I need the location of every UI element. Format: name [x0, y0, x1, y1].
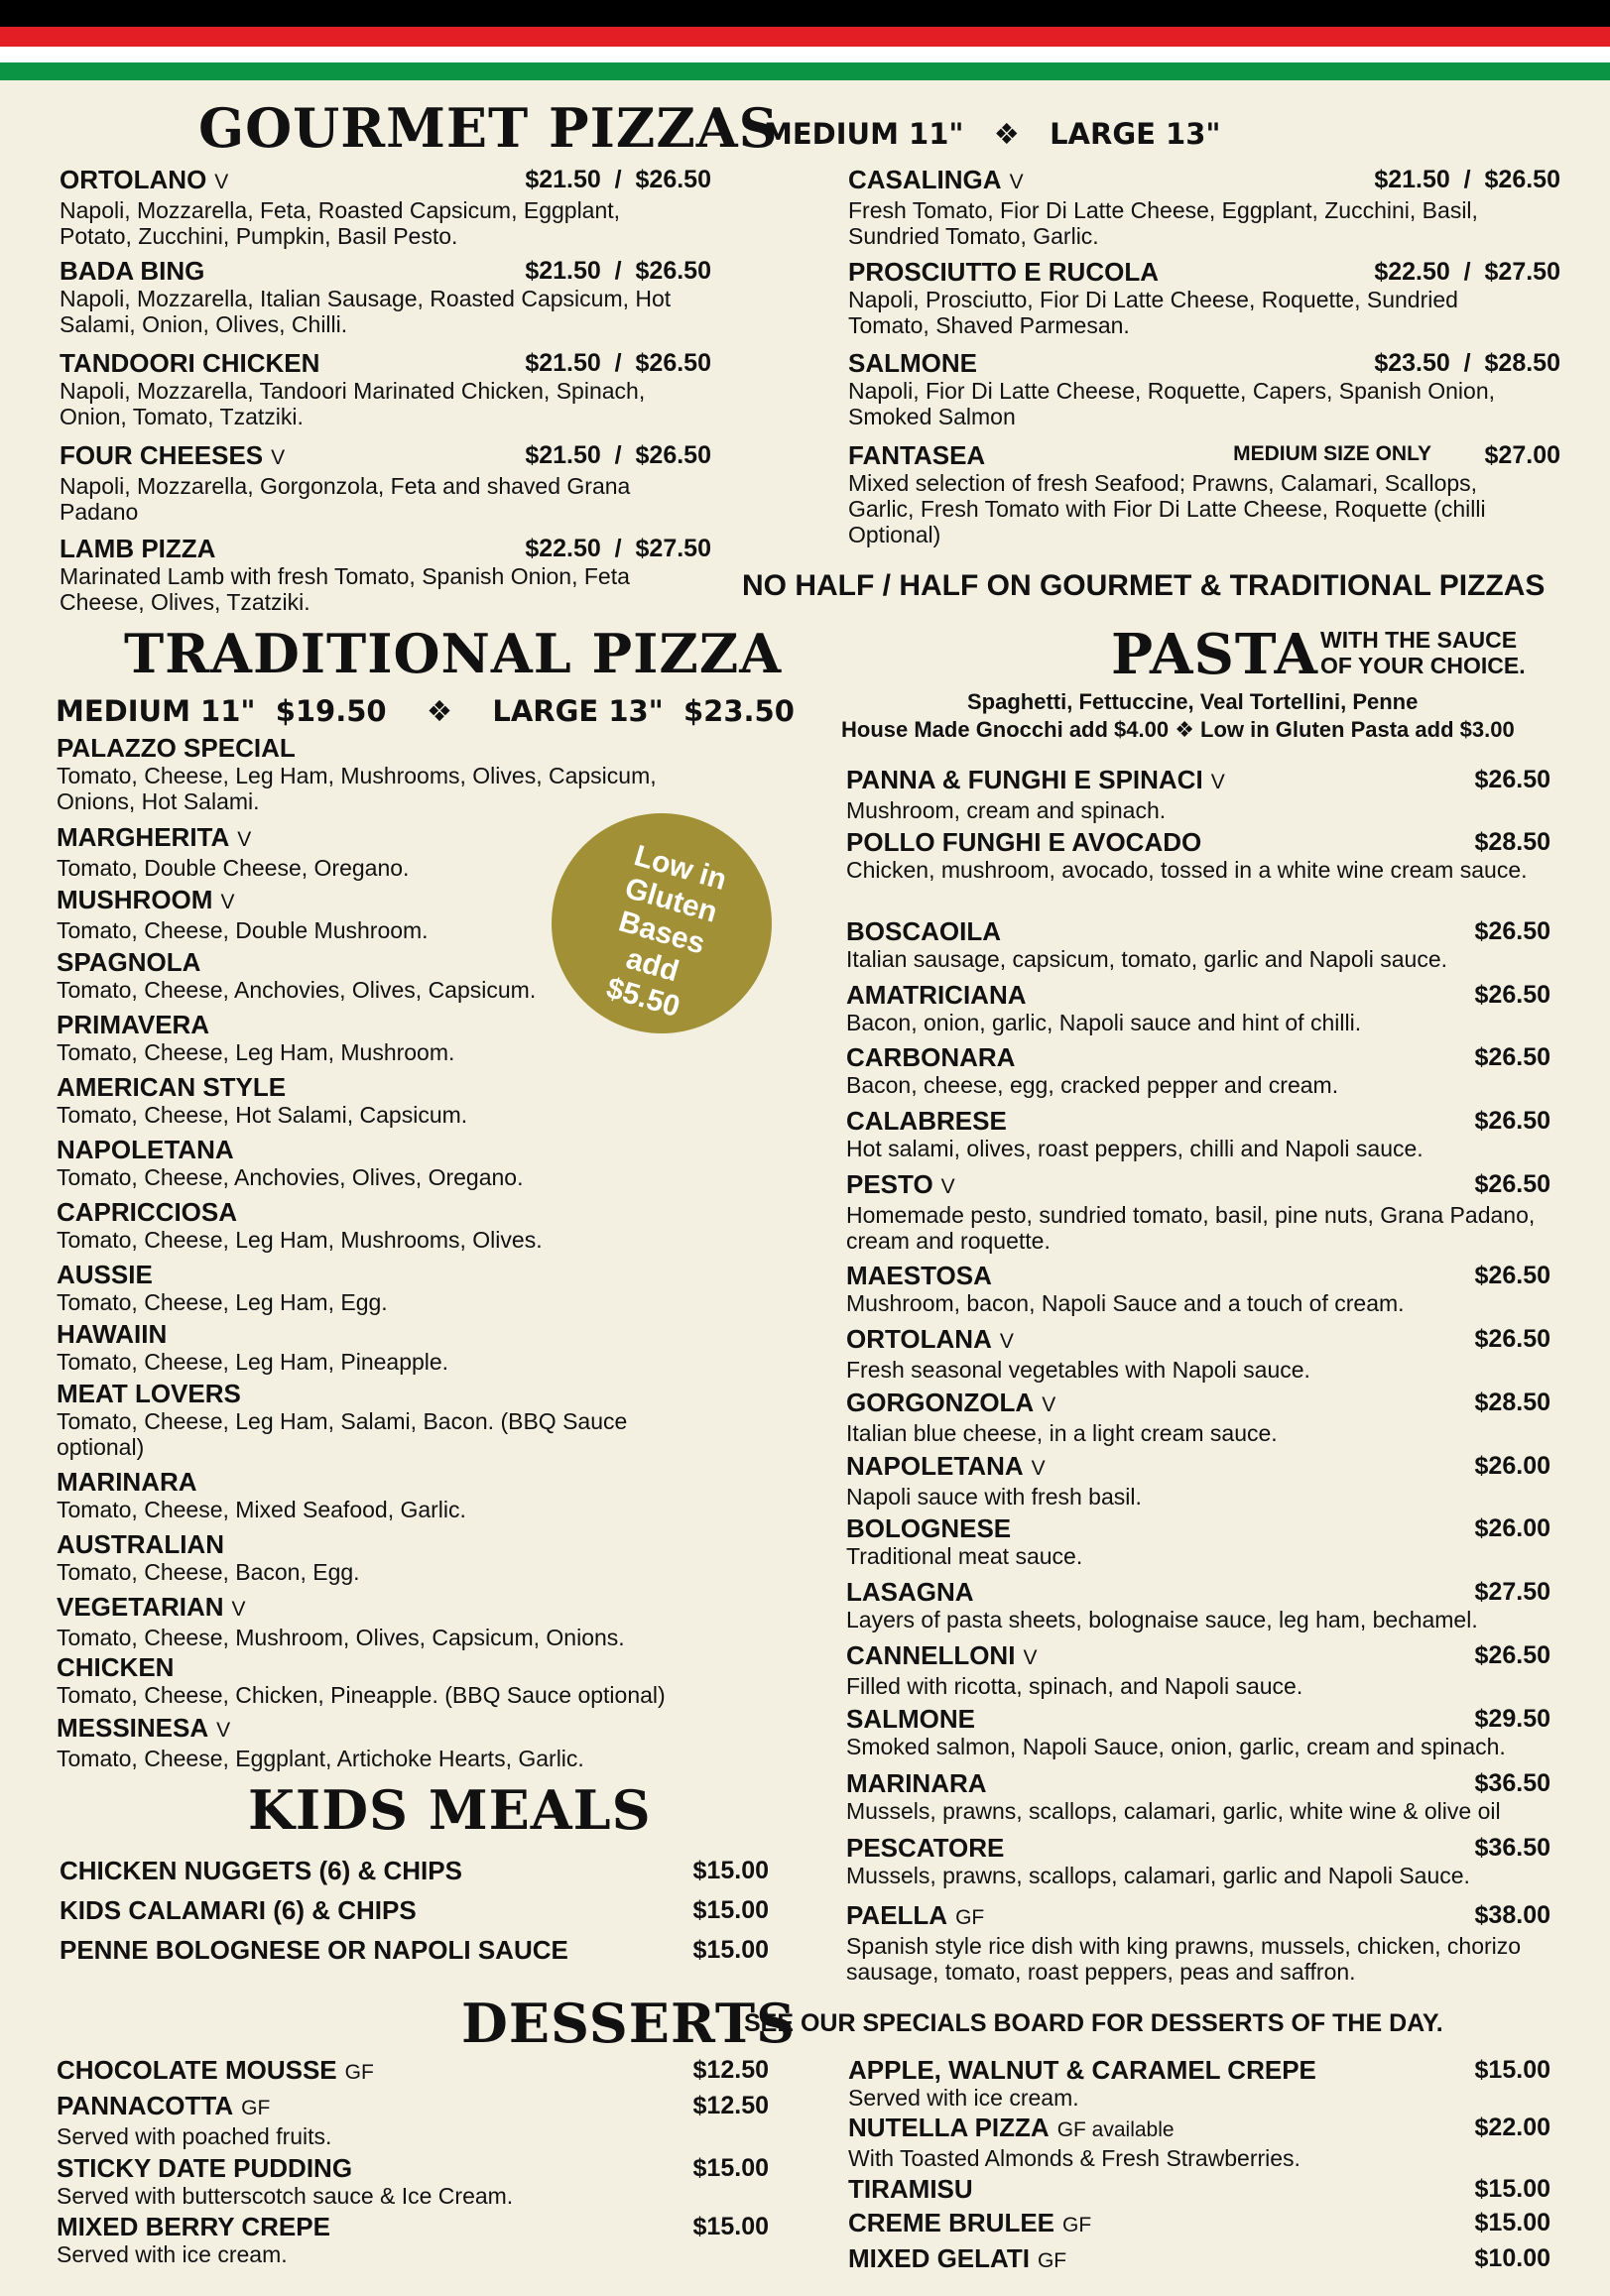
item-price: $22.00 — [1474, 2114, 1550, 2141]
item-name-text: TANDOORI CHICKEN — [60, 348, 320, 378]
item-price: $26.50 — [1474, 1043, 1550, 1071]
desserts-title: DESSERTS — [461, 1992, 797, 2055]
item-name-text: ORTOLANA — [846, 1324, 992, 1354]
menu-item — [57, 1379, 751, 1460]
menu-item — [846, 765, 1550, 823]
no-half-notice: NO HALF / HALF ON GOURMET & TRADITIONAL PIZZAS — [742, 569, 1546, 602]
menu-item — [846, 1451, 1550, 1510]
item-price: $15.00 — [692, 2154, 769, 2182]
item-size-note: MEDIUM SIZE ONLY — [1233, 442, 1431, 465]
item-name — [846, 1704, 1550, 1734]
menu-item — [846, 1768, 1550, 1824]
item-description: Napoli, Mozzarella, Gorgonzola, Feta and shaved Grana Padano — [60, 473, 631, 525]
menu-item — [848, 257, 1560, 338]
item-price: $26.50 — [1474, 981, 1550, 1009]
item-dietary-tag: V — [214, 171, 229, 193]
item-price: $27.50 — [1474, 1578, 1550, 1606]
item-price: $21.50 / $26.50 — [525, 349, 711, 377]
item-name — [57, 1467, 751, 1497]
item-dietary-tag: GF — [1062, 2214, 1092, 2236]
item-description: Mussels, prawns, scallops, calamari, garlic, white wine & olive oil — [846, 1798, 1501, 1824]
menu-item — [848, 2208, 1550, 2240]
item-name-text: CARBONARA — [846, 1042, 1016, 1072]
item-price: $15.00 — [692, 2213, 769, 2240]
top-green-bar — [0, 62, 1610, 80]
top-red-bar — [0, 27, 1610, 47]
item-price: $26.50 — [1474, 1107, 1550, 1135]
item-price: $15.00 — [692, 1936, 769, 1964]
item-price: $26.50 — [1474, 917, 1550, 945]
item-dietary-tag: V — [999, 1330, 1014, 1353]
menu-item — [848, 2113, 1550, 2171]
item-name-text: AMERICAN STYLE — [57, 1072, 287, 1102]
item-name-text: HAWAIIN — [57, 1319, 168, 1349]
item-name — [57, 1592, 751, 1625]
item-price: $15.00 — [1474, 2175, 1550, 2203]
item-price: $27.00 — [1484, 441, 1560, 469]
item-description: Mushroom, bacon, Napoli Sauce and a touch of cream. — [846, 1290, 1405, 1316]
desserts-specials-note: SEE OUR SPECIALS BOARD FOR DESSERTS OF THE DAY. — [744, 2009, 1443, 2037]
item-description: Homemade pesto, sundried tomato, basil, pine nuts, Grana Padano, cream and roquette. — [846, 1202, 1536, 1254]
item-name-text: MIXED GELATI — [848, 2243, 1030, 2273]
traditional-sizes: MEDIUM 11" $19.50 ❖ LARGE 13" $23.50 — [56, 694, 795, 728]
menu-item — [57, 1713, 751, 1771]
item-price: $15.00 — [1474, 2056, 1550, 2084]
item-name — [57, 1260, 751, 1289]
menu-item — [846, 916, 1550, 972]
item-description: Layers of pasta sheets, bolognaise sauce, leg ham, bechamel. — [846, 1607, 1478, 1632]
menu-item — [846, 827, 1550, 883]
item-name — [57, 1197, 751, 1227]
item-dietary-tag: V — [1210, 771, 1225, 793]
item-price: $21.50 / $26.50 — [525, 166, 711, 193]
item-description: With Toasted Almonds & Fresh Strawberries. — [848, 2145, 1300, 2171]
item-price: $26.50 — [1474, 1325, 1550, 1353]
item-name-text: CASALINGA — [848, 165, 1002, 194]
menu-item — [57, 2153, 769, 2209]
item-description: Served with butterscotch sauce & Ice Cream. — [57, 2183, 514, 2209]
menu-item — [57, 1010, 751, 1065]
item-name — [57, 822, 751, 855]
top-white-bar — [0, 47, 1610, 62]
item-dietary-tag: GF — [955, 1906, 985, 1929]
item-name — [846, 1169, 1550, 1202]
item-description: Mushroom, cream and spinach. — [846, 797, 1167, 823]
item-name — [846, 1042, 1550, 1072]
item-name — [60, 1935, 769, 1965]
item-name — [846, 1324, 1550, 1357]
item-description: Tomato, Cheese, Leg Ham, Mushrooms, Olives. — [57, 1227, 543, 1253]
item-name — [57, 1379, 751, 1408]
pasta-options-line-1: Spaghetti, Fettuccine, Veal Tortellini, Penne — [967, 689, 1419, 714]
item-description: Served with ice cream. — [57, 2241, 288, 2267]
item-price: $21.50 / $26.50 — [525, 441, 711, 469]
item-name-text: MARGHERITA — [57, 822, 230, 852]
item-name — [57, 885, 751, 917]
item-name-text: CHOCOLATE MOUSSE — [57, 2055, 337, 2085]
item-description: Tomato, Cheese, Hot Salami, Capsicum. — [57, 1102, 468, 1128]
menu-item — [57, 1592, 751, 1650]
menu-item — [57, 885, 751, 943]
item-name-text: PAELLA — [846, 1900, 948, 1930]
item-name-text: ORTOLANO — [60, 165, 207, 194]
item-dietary-tag: GF — [1037, 2249, 1067, 2272]
menu-item — [57, 733, 751, 814]
traditional-title: TRADITIONAL PIZZA — [124, 622, 783, 685]
item-description: Tomato, Cheese, Mushroom, Olives, Capsicum, Onions. — [57, 1625, 625, 1650]
menu-item — [57, 2212, 769, 2267]
item-price: $15.00 — [692, 1857, 769, 1884]
menu-item — [60, 165, 711, 249]
item-name — [846, 1261, 1550, 1290]
item-name — [846, 1388, 1550, 1420]
menu-item — [57, 1072, 751, 1128]
item-price: $36.50 — [1474, 1834, 1550, 1862]
menu-item — [846, 1324, 1550, 1383]
item-description: Tomato, Double Cheese, Oregano. — [57, 855, 410, 881]
item-name-text: TIRAMISU — [848, 2174, 973, 2204]
item-dietary-tag: V — [1023, 1646, 1038, 1669]
item-name — [846, 1106, 1550, 1136]
menu-item — [60, 1935, 769, 1965]
item-dietary-tag: V — [237, 828, 252, 851]
item-name-text: MEAT LOVERS — [57, 1379, 241, 1408]
menu-item — [846, 980, 1550, 1035]
item-price: $22.50 / $27.50 — [525, 535, 711, 562]
item-name — [846, 1768, 1550, 1798]
item-name — [848, 2243, 1550, 2276]
menu-item — [60, 1856, 769, 1885]
low-gluten-badge-text: Low in Gluten Bases add $5.50 — [602, 839, 731, 1025]
item-description: Fresh seasonal vegetables with Napoli sauce. — [846, 1357, 1310, 1383]
item-name — [57, 733, 751, 763]
item-name-text: CAPRICCIOSA — [57, 1197, 238, 1227]
menu-item — [57, 1319, 751, 1375]
menu-item — [848, 440, 1560, 547]
item-name — [57, 2153, 769, 2183]
item-description: Bacon, cheese, egg, cracked pepper and cream. — [846, 1072, 1339, 1098]
item-description: Mussels, prawns, scallops, calamari, garlic and Napoli Sauce. — [846, 1863, 1470, 1888]
item-description: Filled with ricotta, spinach, and Napoli sauce. — [846, 1673, 1303, 1699]
item-name — [846, 1451, 1550, 1484]
menu-item — [848, 2243, 1550, 2276]
item-description: Chicken, mushroom, avocado, tossed in a white wine cream sauce. — [846, 857, 1528, 883]
item-price: $26.50 — [1474, 1641, 1550, 1669]
item-name-text: CHICKEN — [57, 1652, 175, 1682]
menu-item — [846, 1169, 1550, 1254]
item-name — [846, 1513, 1550, 1543]
item-name-text: GORGONZOLA — [846, 1388, 1035, 1417]
item-description: Napoli, Prosciutto, Fior Di Latte Cheese, Roquette, Sundried Tomato, Shaved Parmesan. — [848, 287, 1458, 338]
item-name — [846, 980, 1550, 1010]
item-dietary-tag: V — [940, 1175, 955, 1198]
menu-item — [60, 534, 711, 615]
menu-item — [846, 1106, 1550, 1161]
item-price: $15.00 — [692, 1896, 769, 1924]
item-price: $12.50 — [692, 2056, 769, 2084]
item-dietary-tag: V — [271, 446, 286, 469]
item-price: $26.00 — [1474, 1452, 1550, 1480]
item-description: Tomato, Cheese, Leg Ham, Mushroom. — [57, 1039, 455, 1065]
item-description: Napoli, Mozzarella, Tandoori Marinated Chicken, Spinach, Onion, Tomato, Tzatziki. — [60, 378, 646, 429]
menu-item — [848, 2174, 1550, 2204]
item-name — [57, 2055, 769, 2088]
menu-item — [57, 822, 751, 881]
item-description: Tomato, Cheese, Anchovies, Olives, Capsicum. — [57, 977, 537, 1003]
item-price: $21.50 / $26.50 — [525, 257, 711, 285]
item-name — [848, 2055, 1550, 2085]
item-name-text: MAESTOSA — [846, 1261, 992, 1290]
menu-item — [60, 348, 711, 429]
item-name — [60, 1856, 769, 1885]
item-name — [846, 765, 1550, 797]
item-name — [57, 947, 751, 977]
item-price: $26.50 — [1474, 1262, 1550, 1289]
menu-item — [846, 1833, 1550, 1888]
item-price: $10.00 — [1474, 2244, 1550, 2272]
item-name-text: NAPOLETANA — [57, 1135, 234, 1164]
item-description: Napoli, Fior Di Latte Cheese, Roquette, Capers, Spanish Onion, Smoked Salmon — [848, 378, 1496, 429]
item-price: $29.50 — [1474, 1705, 1550, 1733]
item-name-text: AMATRICIANA — [846, 980, 1027, 1010]
menu-item — [846, 1513, 1550, 1569]
gourmet-title: GOURMET PIZZAS — [198, 96, 779, 160]
item-dietary-tag: GF available — [1056, 2118, 1175, 2141]
item-name-text: NUTELLA PIZZA — [848, 2113, 1050, 2142]
item-name-text: VEGETARIAN — [57, 1592, 224, 1622]
item-description: Tomato, Cheese, Chicken, Pineapple. (BBQ Sauce optional) — [57, 1682, 666, 1708]
item-description: Tomato, Cheese, Double Mushroom. — [57, 917, 429, 943]
menu-item — [846, 1640, 1550, 1699]
item-description: Tomato, Cheese, Anchovies, Olives, Oregano. — [57, 1164, 524, 1190]
item-description: Italian blue cheese, in a light cream sauce. — [846, 1420, 1278, 1446]
item-description: Tomato, Cheese, Leg Ham, Egg. — [57, 1289, 388, 1315]
menu-item — [60, 1895, 769, 1925]
item-name-text: AUSTRALIAN — [57, 1529, 224, 1559]
item-description: Tomato, Cheese, Bacon, Egg. — [57, 1559, 360, 1585]
item-description: Napoli, Mozzarella, Feta, Roasted Capsicum, Eggplant, Potato, Zucchini, Pumpkin, Basil Pesto. — [60, 197, 621, 249]
item-name-text: PESCATORE — [846, 1833, 1005, 1863]
pasta-side-note: WITH THE SAUCE OF YOUR CHOICE. — [1320, 627, 1526, 678]
item-name — [848, 440, 1560, 470]
menu-item — [846, 1900, 1550, 1985]
menu-item — [848, 348, 1560, 429]
item-name — [57, 1072, 751, 1102]
item-price: $26.00 — [1474, 1514, 1550, 1542]
menu-item — [57, 2055, 769, 2088]
item-name-text: PANNACOTTA — [57, 2091, 234, 2120]
item-name-text: LAMB PIZZA — [60, 534, 216, 563]
item-name — [57, 1529, 751, 1559]
item-description: Fresh Tomato, Fior Di Latte Cheese, Eggplant, Zucchini, Basil, Sundried Tomato, Garlic. — [848, 197, 1478, 249]
item-name — [57, 1652, 751, 1682]
item-dietary-tag: GF — [241, 2097, 271, 2119]
item-description: Spanish style rice dish with king prawns, mussels, chicken, chorizo sausage, tomato, roast peppers, peas and saffron. — [846, 1933, 1522, 1985]
item-name-text: PROSCIUTTO E RUCOLA — [848, 257, 1159, 287]
menu-item — [57, 1652, 751, 1708]
item-name-text: LASAGNA — [846, 1577, 974, 1607]
item-name-text: MARINARA — [846, 1768, 987, 1798]
menu-item — [848, 2055, 1550, 2111]
item-name — [848, 2174, 1550, 2204]
item-description: Tomato, Cheese, Leg Ham, Mushrooms, Olives, Capsicum, Onions, Hot Salami. — [57, 763, 657, 814]
menu-item — [57, 1260, 751, 1315]
menu-item — [57, 947, 751, 1003]
item-name-text: CHICKEN NUGGETS (6) & CHIPS — [60, 1856, 462, 1885]
item-name — [846, 1833, 1550, 1863]
item-name-text: PRIMAVERA — [57, 1010, 210, 1039]
menu-item — [57, 1197, 751, 1253]
menu-item — [57, 2091, 769, 2149]
menu-item — [57, 1529, 751, 1585]
item-description: Hot salami, olives, roast peppers, chilli and Napoli sauce. — [846, 1136, 1424, 1161]
item-name-text: SALMONE — [846, 1704, 975, 1734]
item-name — [57, 1135, 751, 1164]
item-name-text: FOUR CHEESES — [60, 440, 264, 470]
item-description: Served with ice cream. — [848, 2085, 1079, 2111]
item-name — [57, 1713, 751, 1746]
item-description: Tomato, Cheese, Eggplant, Artichoke Hearts, Garlic. — [57, 1746, 584, 1771]
item-name-text: PENNE BOLOGNESE OR NAPOLI SAUCE — [60, 1935, 568, 1965]
item-description: Mixed selection of fresh Seafood; Prawns, Calamari, Scallops, Garlic, Fresh Tomato with Fior Di Latte Cheese, Roquette (chilli Optional) — [848, 470, 1486, 547]
item-price: $23.50 / $28.50 — [1374, 349, 1560, 377]
item-name-text: BADA BING — [60, 256, 205, 286]
item-name-text: KIDS CALAMARI (6) & CHIPS — [60, 1895, 417, 1925]
item-name-text: CALABRESE — [846, 1106, 1007, 1136]
item-description: Tomato, Cheese, Leg Ham, Salami, Bacon. (BBQ Sauce optional) — [57, 1408, 628, 1460]
item-price: $15.00 — [1474, 2209, 1550, 2236]
item-name-text: MUSHROOM — [57, 885, 213, 914]
pasta-title: PASTA — [1111, 622, 1318, 687]
item-name-text: MIXED BERRY CREPE — [57, 2212, 330, 2241]
item-name-text: PESTO — [846, 1169, 933, 1199]
item-name — [57, 2212, 769, 2241]
gourmet-sizes: MEDIUM 11" ❖ LARGE 13" — [764, 117, 1221, 151]
item-name — [846, 827, 1550, 857]
menu-item — [846, 1388, 1550, 1446]
item-description: Bacon, onion, garlic, Napoli sauce and hint of chilli. — [846, 1010, 1362, 1035]
item-name-text: PANNA & FUNGHI E SPINACI — [846, 765, 1203, 794]
item-price: $26.50 — [1474, 1170, 1550, 1198]
item-price: $38.00 — [1474, 1901, 1550, 1929]
menu-item — [846, 1261, 1550, 1316]
item-description: Traditional meat sauce. — [846, 1543, 1083, 1569]
item-price: $26.50 — [1474, 766, 1550, 793]
item-price: $28.50 — [1474, 1389, 1550, 1416]
item-description: Napoli sauce with fresh basil. — [846, 1484, 1142, 1510]
menu-item — [846, 1577, 1550, 1632]
menu-item — [846, 1704, 1550, 1759]
item-name-text: BOLOGNESE — [846, 1513, 1012, 1543]
menu-item — [60, 440, 711, 525]
item-name-text: MESSINESA — [57, 1713, 209, 1743]
item-name — [848, 2113, 1550, 2145]
item-description: Smoked salmon, Napoli Sauce, onion, garlic, cream and spinach. — [846, 1734, 1506, 1759]
kids-title: KIDS MEALS — [248, 1778, 652, 1842]
item-dietary-tag: V — [220, 891, 235, 913]
item-name-text: SPAGNOLA — [57, 947, 201, 977]
item-name — [846, 1577, 1550, 1607]
item-description: Served with poached fruits. — [57, 2123, 332, 2149]
item-name — [848, 2208, 1550, 2240]
item-dietary-tag: V — [1031, 1457, 1046, 1480]
item-name-text: FANTASEA — [848, 440, 986, 470]
item-price: $12.50 — [692, 2092, 769, 2119]
item-name-text: APPLE, WALNUT & CARAMEL CREPE — [848, 2055, 1316, 2085]
menu-item — [848, 165, 1560, 249]
item-description: Marinated Lamb with fresh Tomato, Spanish Onion, Feta Cheese, Olives, Tzatziki. — [60, 563, 630, 615]
item-name-text: POLLO FUNGHI E AVOCADO — [846, 827, 1202, 857]
item-dietary-tag: V — [1042, 1393, 1056, 1416]
item-description: Napoli, Mozzarella, Italian Sausage, Roasted Capsicum, Hot Salami, Onion, Olives, Chilli. — [60, 286, 672, 337]
item-name-text: NAPOLETANA — [846, 1451, 1024, 1481]
item-dietary-tag: V — [231, 1598, 246, 1621]
item-name-text: CREME BRULEE — [848, 2208, 1055, 2237]
item-name — [846, 1640, 1550, 1673]
item-price: $28.50 — [1474, 828, 1550, 856]
menu-item — [57, 1135, 751, 1190]
item-name-text: BOSCAOILA — [846, 916, 1001, 946]
item-name-text: PALAZZO SPECIAL — [57, 733, 296, 763]
item-name — [57, 2091, 769, 2123]
item-price: $22.50 / $27.50 — [1374, 258, 1560, 286]
item-dietary-tag: GF — [344, 2061, 374, 2084]
pasta-options-line-2: House Made Gnocchi add $4.00 ❖ Low in Gluten Pasta add $3.00 — [841, 717, 1515, 742]
item-name-text: SALMONE — [848, 348, 977, 378]
top-black-bar — [0, 0, 1610, 27]
item-dietary-tag: V — [1009, 171, 1024, 193]
item-name-text: CANNELLONI — [846, 1640, 1016, 1670]
item-name — [57, 1319, 751, 1349]
item-name — [57, 1010, 751, 1039]
menu-item — [57, 1467, 751, 1522]
item-name — [846, 1900, 1550, 1933]
item-name-text: STICKY DATE PUDDING — [57, 2153, 353, 2183]
item-price: $21.50 / $26.50 — [1374, 166, 1560, 193]
item-price: $36.50 — [1474, 1769, 1550, 1797]
item-name-text: AUSSIE — [57, 1260, 153, 1289]
item-description: Tomato, Cheese, Leg Ham, Pineapple. — [57, 1349, 449, 1375]
item-dietary-tag: V — [216, 1719, 231, 1742]
menu-item — [60, 256, 711, 337]
item-name — [846, 916, 1550, 946]
item-description: Tomato, Cheese, Mixed Seafood, Garlic. — [57, 1497, 466, 1522]
menu-item — [846, 1042, 1550, 1098]
item-name — [60, 1895, 769, 1925]
item-description: Italian sausage, capsicum, tomato, garlic and Napoli sauce. — [846, 946, 1447, 972]
item-name-text: MARINARA — [57, 1467, 197, 1497]
